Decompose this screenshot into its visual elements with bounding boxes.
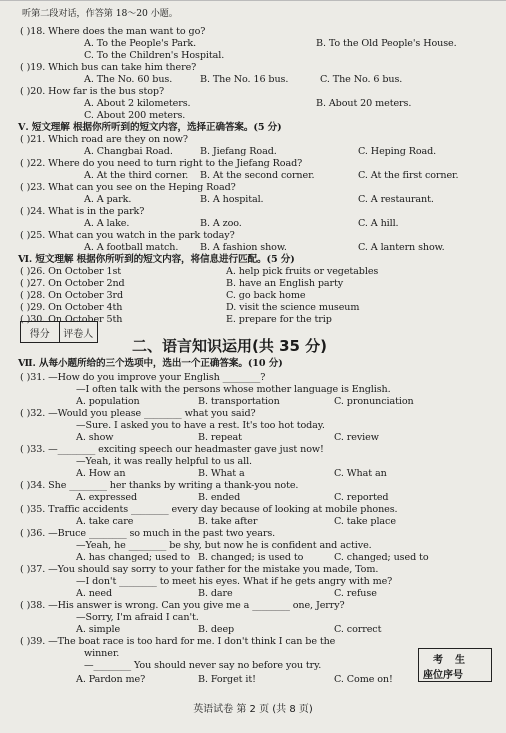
q21-option-a: A. Changbai Road. [84, 146, 173, 157]
q38-line1: ( )38. —His answer is wrong. Can you give me a ________ one, Jerry? [20, 600, 345, 611]
section-6-title: Ⅵ. 短文理解 根据你所听到的短文内容，将信息进行匹配。(5 分) [18, 254, 295, 265]
q18-option-c: C. To the Children's Hospital. [84, 50, 225, 61]
q24-option-a: A. A lake. [84, 218, 130, 229]
q39-option-c: C. Come on! [334, 674, 393, 685]
q39-line3: —________ You should never say no before you try. [84, 660, 322, 671]
listening-part2-intro: 听第二段对话，作答第 18～20 小题。 [22, 8, 178, 19]
q25-option-a: A. A football match. [84, 242, 179, 253]
q22-option-a: A. At the third corner. [84, 170, 189, 181]
page-footer: 英语试卷 第 2 页 (共 8 页) [193, 704, 313, 715]
match-28-left: ( )28. On October 3rd [20, 290, 123, 301]
q33-option-c: C. What an [334, 468, 387, 479]
q18-option-a: A. To the People's Park. [84, 38, 197, 49]
q36-option-c: C. changed; used to [334, 552, 429, 563]
q21-option-b: B. Jiefang Road. [200, 146, 277, 157]
q25-option-c: C. A lantern show. [358, 242, 445, 253]
seat-box-line2: 座位序号 [423, 670, 463, 681]
q35-option-a: A. take care [76, 516, 134, 527]
q25-stem: ( )25. What can you watch in the park today? [20, 230, 235, 241]
section-7-title: Ⅶ. 从每小题所给的三个选项中，选出一个正确答案。(10 分) [18, 358, 283, 369]
q18-stem: ( )18. Where does the man want to go? [20, 26, 206, 37]
q20-option-b: B. About 20 meters. [316, 98, 412, 109]
q24-option-b: B. A zoo. [200, 218, 242, 229]
q36-line1: ( )36. —Bruce ________ so much in the past two years. [20, 528, 276, 539]
q20-option-c: C. About 200 meters. [84, 110, 186, 121]
q35-option-c: C. take place [334, 516, 396, 527]
match-26-right: A. help pick fruits or vegetables [226, 266, 379, 277]
q39-line2: winner. [84, 648, 120, 659]
q21-option-c: C. Heping Road. [358, 146, 437, 157]
q36-line2: —Yeah, he ________ be shy, but now he is confident and active. [76, 540, 372, 551]
q19-stem: ( )19. Which bus can take him there? [20, 62, 197, 73]
q37-option-a: A. need [76, 588, 113, 599]
q34-line1: ( )34. She ________ her thanks by writing a thank-you note. [20, 480, 299, 491]
match-27-right: B. have an English party [226, 278, 344, 289]
q23-stem: ( )23. What can you see on the Heping Road? [20, 182, 236, 193]
q39-option-a: A. Pardon me? [76, 674, 146, 685]
q35-line1: ( )35. Traffic accidents ________ every day because of looking at mobile phones. [20, 504, 398, 515]
match-29-right: D. visit the science museum [226, 302, 360, 313]
q32-option-c: C. review [334, 432, 379, 443]
q33-line2: —Yeah, it was really helpful to us all. [76, 456, 252, 467]
match-27-left: ( )27. On October 2nd [20, 278, 125, 289]
q38-option-c: C. correct [334, 624, 382, 635]
q37-option-c: C. refuse [334, 588, 377, 599]
q37-line2: —I don't ________ to meet his eyes. What if he gets angry with me? [76, 576, 393, 587]
q34-option-c: C. reported [334, 492, 389, 503]
seat-number-box [418, 648, 492, 682]
q25-option-b: B. A fashion show. [200, 242, 287, 253]
q23-option-a: A. A park. [84, 194, 132, 205]
q21-stem: ( )21. Which road are they on now? [20, 134, 188, 145]
q33-line1: ( )33. —________ exciting speech our headmaster gave just now! [20, 444, 324, 455]
score-label: 得分 [29, 328, 50, 340]
q23-option-b: B. A hospital. [200, 194, 264, 205]
q19-option-c: C. The No. 6 bus. [320, 74, 403, 85]
q24-option-c: C. A hill. [358, 218, 399, 229]
q37-line1: ( )37. —You should say sorry to your father for the mistake you made, Tom. [20, 564, 379, 575]
part-2-title: 二、语言知识运用(共 35 分) [132, 337, 328, 355]
grader-label: 评卷人 [59, 322, 98, 342]
match-30-left: ( )30. On October 5th [20, 314, 123, 325]
q24-stem: ( )24. What is in the park? [20, 206, 145, 217]
q22-option-b: B. At the second corner. [200, 170, 315, 181]
q31-option-a: A. population [76, 396, 140, 407]
q31-option-b: B. transportation [198, 396, 280, 407]
q20-stem: ( )20. How far is the bus stop? [20, 86, 164, 97]
q22-stem: ( )22. Where do you need to turn right to the Jiefang Road? [20, 158, 303, 169]
q31-option-c: C. pronunciation [334, 396, 414, 407]
q19-option-b: B. The No. 16 bus. [200, 74, 289, 85]
q38-option-a: A. simple [76, 624, 121, 635]
section-5-title: Ⅴ. 短文理解 根据你所听到的短文内容，选择正确答案。(5 分) [18, 122, 282, 133]
q32-line2: —Sure. I asked you to have a rest. It's too hot today. [76, 420, 325, 431]
q20-option-a: A. About 2 kilometers. [84, 98, 191, 109]
top-edge-line [0, 0, 506, 1]
q39-line1: ( )39. —The boat race is too hard for me. I don't think I can be the [20, 636, 336, 647]
q39-option-b: B. Forget it! [198, 674, 256, 685]
q32-option-b: B. repeat [198, 432, 242, 443]
q35-option-b: B. take after [198, 516, 258, 527]
q31-line2: —I often talk with the persons whose mother language is English. [76, 384, 391, 395]
q19-option-a: A. The No. 60 bus. [84, 74, 173, 85]
q38-option-b: B. deep [198, 624, 235, 635]
score-box [20, 321, 98, 343]
q23-option-c: C. A restaurant. [358, 194, 434, 205]
match-28-right: C. go back home [226, 290, 306, 301]
q34-option-a: A. expressed [76, 492, 137, 503]
seat-box-line1: 考生 [433, 655, 477, 666]
q34-option-b: B. ended [198, 492, 241, 503]
q33-option-a: A. How an [76, 468, 126, 479]
match-29-left: ( )29. On October 4th [20, 302, 123, 313]
q32-option-a: A. show [76, 432, 114, 443]
q32-line1: ( )32. —Would you please ________ what you said? [20, 408, 256, 419]
match-26-left: ( )26. On October 1st [20, 266, 122, 277]
q37-option-b: B. dare [198, 588, 233, 599]
q38-line2: —Sorry, I'm afraid I can't. [76, 612, 199, 623]
q36-option-a: A. has changed; used to [76, 552, 190, 563]
q18-option-b: B. To the Old People's House. [316, 38, 457, 49]
q31-line1: ( )31. —How do you improve your English ________? [20, 372, 266, 383]
match-30-right: E. prepare for the trip [226, 314, 332, 325]
q36-option-b: B. changed; is used to [198, 552, 304, 563]
q33-option-b: B. What a [198, 468, 245, 479]
q22-option-c: C. At the first corner. [358, 170, 459, 181]
